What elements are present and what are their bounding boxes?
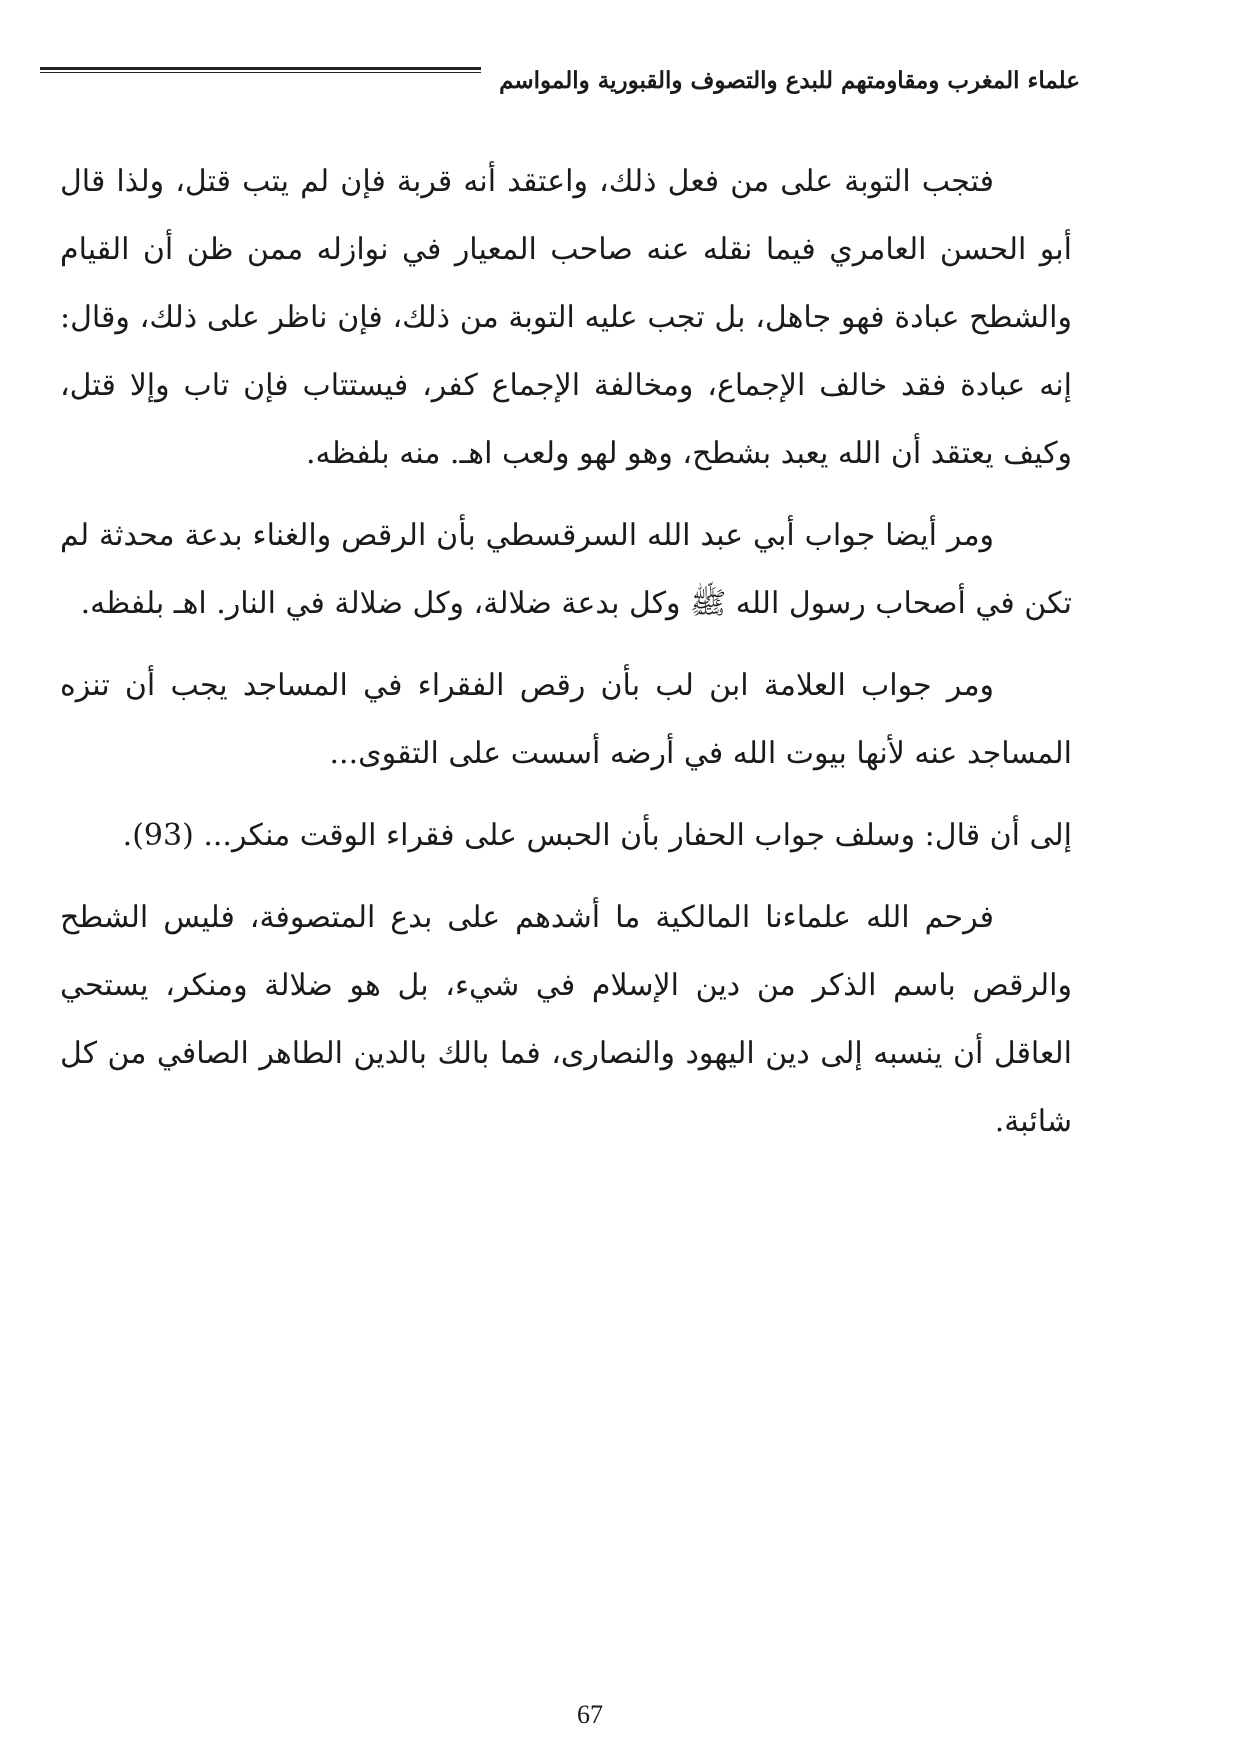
paragraph-4: إلى أن قال: وسلف جواب الحفار بأن الحبس على فقراء الوقت منكر... (93).	[122, 818, 1072, 853]
paragraph-2: ومر أيضا جواب أبي عبد الله السرقسطي بأن الرقص والغناء بدعة محدثة لم تكن في أصحاب رسول الله ﷺ وكل بدعة ضلالة، وكل ضلالة في النار. اهـ بلفظه.	[60, 518, 1072, 621]
page-number: 67	[577, 1700, 603, 1729]
paragraph-1: فتجب التوبة على من فعل ذلك، واعتقد أنه قربة فإن لم يتب قتل، ولذا قال أبو الحسن العامري فيما نقله عنه صاحب المعيار في نوازله ممن ظن أن القيام والشطح عبادة فهو جاهل، بل تجب عليه التوبة من ذلك، فإن ناظر على ذلك، وقال: إنه عبادة فقد خالف الإجماع، ومخالفة الإجماع كفر، فيستتاب فإن تاب وإلا قتل، وكيف يعتقد أن الله يعبد بشطح، وهو لهو ولعب اهـ. منه بلفظه.	[60, 164, 1072, 471]
header-rule	[40, 67, 481, 73]
page-body	[60, 148, 1072, 1170]
paragraph-3: ومر جواب العلامة ابن لب بأن رقص الفقراء في المساجد يجب أن تنزه المساجد عنه لأنها بيوت الله في أرضه أسست على التقوى...	[60, 668, 1072, 771]
paragraph-5: فرحم الله علماءنا المالكية ما أشدهم على بدع المتصوفة، فليس الشطح والرقص باسم الذكر من دين الإسلام في شيء، بل هو ضلالة ومنكر، يستحي العاقل أن ينسبه إلى دين اليهود والنصارى، فما بالك بالدين الطاهر الصافي من كل شائبة.	[60, 900, 1072, 1139]
running-header	[40, 58, 1080, 102]
book-title: علماء المغرب ومقاومتهم للبدع والتصوف والقبورية والمواسم	[499, 66, 1080, 94]
